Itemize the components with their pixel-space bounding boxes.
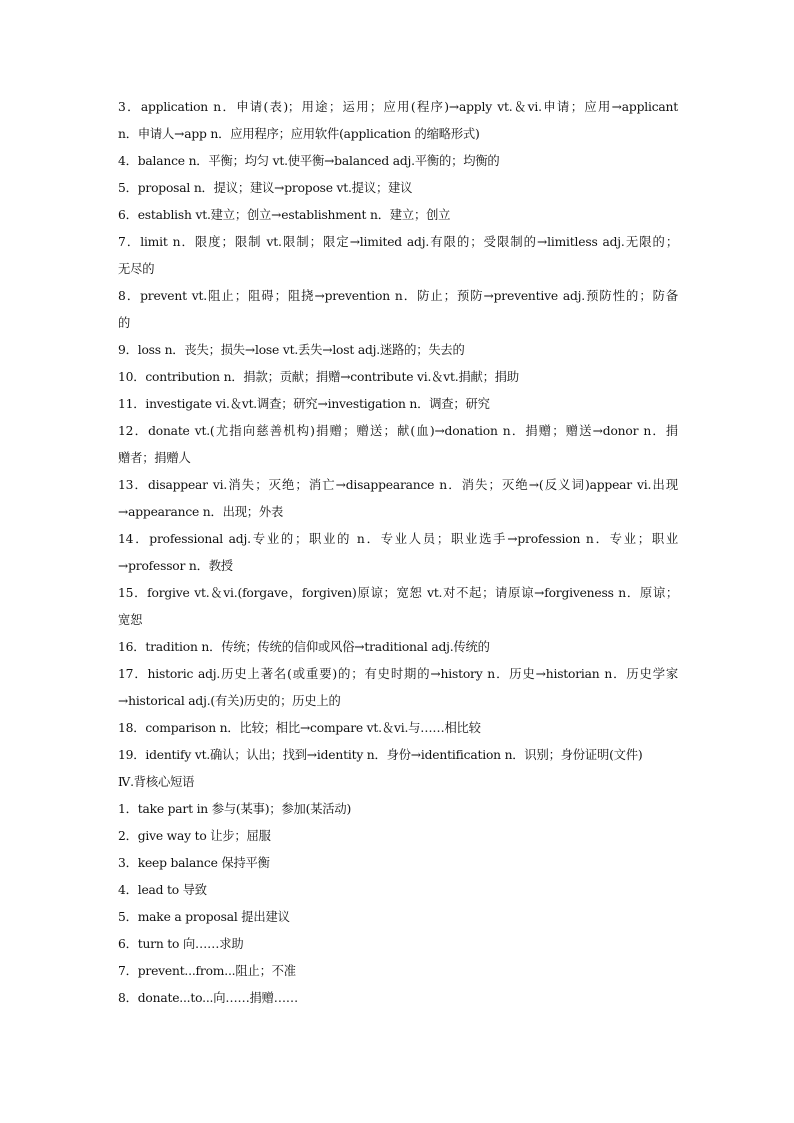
entry-line: 13．disappear vi.消失；灭绝；消亡→disappearance n．消失；灭绝→(反义词)appear vi.出现 [118, 478, 678, 492]
entry-line: 18．comparison n．比较；相比→compare vt.＆vi.与……相比较 [118, 721, 481, 735]
vocab-entry-13 [118, 472, 678, 526]
entry-line: 的 [118, 316, 131, 330]
vocabulary-list [118, 94, 678, 769]
entry-line: 8．prevent vt.阻止；阻碍；阻挠→prevention n．防止；预防→preventive adj.预防性的；防备 [118, 289, 678, 303]
section-heading: Ⅳ.背核心短语 [118, 775, 195, 789]
entry-line: →historical adj.(有关)历史的；历史上的 [118, 694, 341, 708]
phrase-item: 3．keep balance 保持平衡 [118, 856, 270, 870]
phrase-item: 2．give way to 让步；屈服 [118, 829, 271, 843]
vocab-entry-12 [118, 418, 678, 472]
phrase-item: 8．donate...to...向……捐赠…… [118, 991, 298, 1005]
vocab-entry-3 [118, 94, 678, 148]
entry-line: 宽恕 [118, 613, 143, 627]
phrase-item: 4．lead to 导致 [118, 883, 207, 897]
phrase-item: 7．prevent...from...阻止；不准 [118, 964, 296, 978]
entry-line: n．申请人→app n．应用程序；应用软件(application 的缩略形式) [118, 127, 480, 141]
vocab-entry-8 [118, 283, 678, 337]
vocab-entry-6 [118, 202, 678, 229]
phrase-item: 6．turn to 向……求助 [118, 937, 244, 951]
entry-line: 11．investigate vi.＆vt.调查；研究→investigation n．调查；研究 [118, 397, 490, 411]
document-page [118, 94, 678, 1012]
entry-line: 无尽的 [118, 262, 155, 276]
vocab-entry-5 [118, 175, 678, 202]
vocab-entry-15 [118, 580, 678, 634]
entry-line: 16．tradition n．传统；传统的信仰或风俗→traditional adj.传统的 [118, 640, 490, 654]
entry-line: 15．forgive vt.＆vi.(forgave，forgiven)原谅；宽恕 vt.对不起；请原谅→forgiveness n．原谅； [118, 586, 678, 600]
vocab-entry-17 [118, 661, 678, 715]
vocab-entry-16 [118, 634, 678, 661]
vocab-entry-18 [118, 715, 678, 742]
entry-line: 赠者；捐赠人 [118, 451, 191, 465]
entry-line: 7．limit n．限度；限制 vt.限制；限定→limited adj.有限的；受限制的→limitless adj.无限的； [118, 235, 678, 249]
entry-line: →appearance n．出现；外表 [118, 505, 284, 519]
vocab-entry-10 [118, 364, 678, 391]
entry-line: →professor n．教授 [118, 559, 233, 573]
phrase-list [118, 796, 678, 1012]
vocab-entry-11 [118, 391, 678, 418]
vocab-entry-4 [118, 148, 678, 175]
entry-line: 17．historic adj.历史上著名(或重要)的；有史时期的→history n．历史→historian n．历史学家 [118, 667, 678, 681]
entry-line: 19．identify vt.确认；认出；找到→identity n．身份→identification n．识别；身份证明(文件) [118, 748, 643, 762]
phrase-item: 1．take part in 参与(某事)；参加(某活动) [118, 802, 352, 816]
entry-line: 6．establish vt.建立；创立→establishment n．建立；创立 [118, 208, 451, 222]
entry-line: 14．professional adj.专业的；职业的 n．专业人员；职业选手→profession n．专业；职业 [118, 532, 678, 546]
entry-line: 10．contribution n．捐款；贡献；捐赠→contribute vi.＆vt.捐献；捐助 [118, 370, 519, 384]
entry-line: 5．proposal n．提议；建议→propose vt.提议；建议 [118, 181, 413, 195]
vocab-entry-9 [118, 337, 678, 364]
vocab-entry-19 [118, 742, 678, 769]
entry-line: 3．application n．申请(表)；用途；运用；应用(程序)→apply vt.＆vi.申请；应用→applicant [118, 100, 678, 114]
entry-line: 9．loss n．丧失；损失→lose vt.丢失→lost adj.迷路的；失去的 [118, 343, 465, 357]
phrase-item: 5．make a proposal 提出建议 [118, 910, 290, 924]
entry-line: 12．donate vt.(尤指向慈善机构)捐赠；赠送；献(血)→donation n．捐赠；赠送→donor n．捐 [118, 424, 678, 438]
entry-line: 4．balance n．平衡；均匀 vt.使平衡→balanced adj.平衡的；均衡的 [118, 154, 500, 168]
vocab-entry-7 [118, 229, 678, 283]
vocab-entry-14 [118, 526, 678, 580]
